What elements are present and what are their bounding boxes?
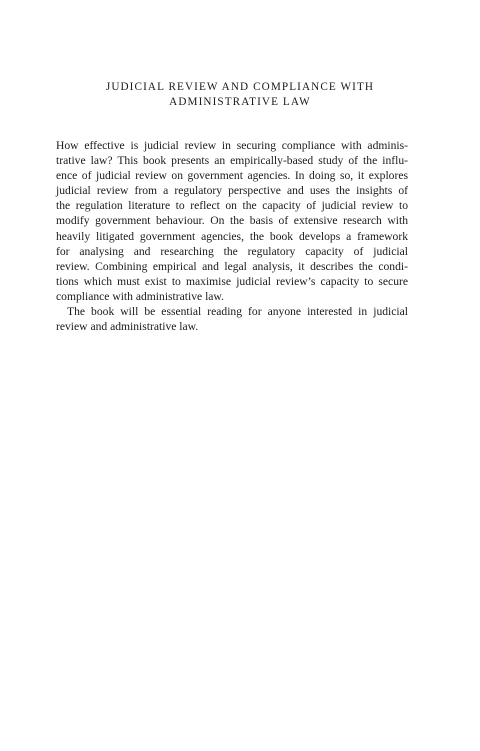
book-description — [56, 138, 408, 334]
text-line: ence of judicial review on government agencies. In doing so, it explores — [56, 169, 408, 183]
text-line: review. Combining empirical and legal analysis, it describes the condi- — [56, 259, 408, 273]
text-line: How effective is judicial review in securing compliance with adminis- — [56, 139, 408, 152]
text-line: the regulation literature to reflect on the capacity of judicial review to — [56, 199, 408, 213]
text-line: review and administrative law. — [56, 320, 199, 334]
paragraph-1 — [56, 138, 408, 304]
text-line: heavily litigated government agencies, the book develops a framework — [56, 229, 408, 243]
text-line: modify government behaviour. On the basis of extensive research with — [56, 214, 408, 228]
text-line: The book will be essential reading for anyone interested in judicial — [67, 305, 408, 319]
title-line-1: JUDICIAL REVIEW AND COMPLIANCE WITH — [105, 81, 375, 93]
text-line: tions which must exist to maximise judicial review’s capacity to secure — [56, 274, 408, 288]
text-line: for analysing and researching the regulatory capacity of judicial — [56, 244, 408, 258]
text-line: judicial review from a regulatory perspective and uses the insights of — [56, 184, 408, 198]
title-line-2: ADMINISTRATIVE LAW — [169, 96, 311, 108]
paragraph-2 — [56, 304, 408, 334]
text-line: compliance with administrative law. — [56, 289, 224, 303]
text-line: trative law? This book presents an empirically-based study of the influ- — [56, 154, 408, 168]
book-title — [40, 80, 440, 110]
